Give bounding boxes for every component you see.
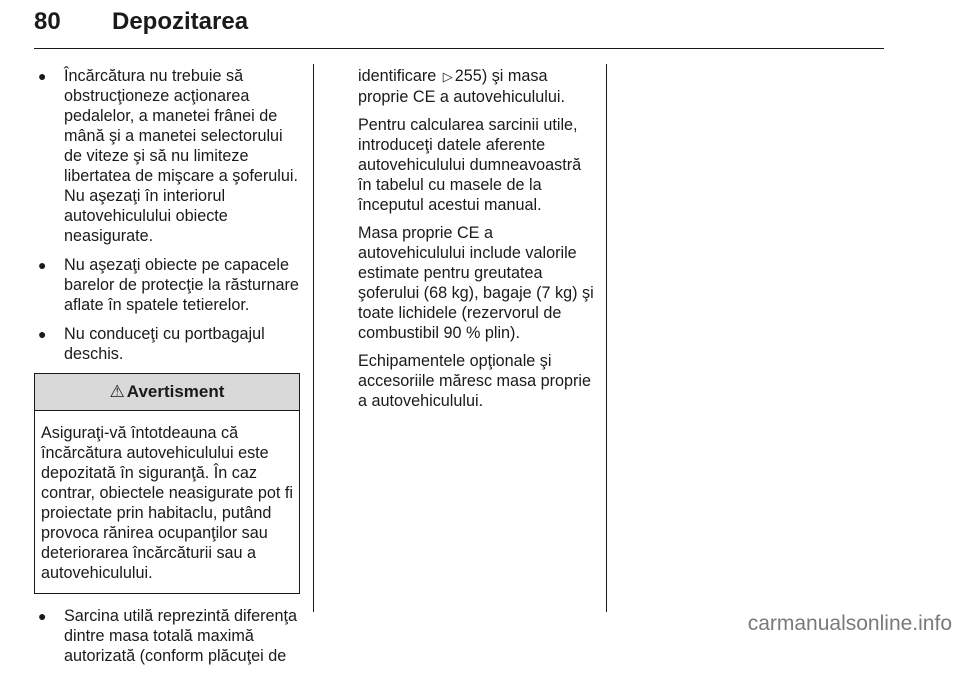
warning-triangle-icon: ⚠ (109, 382, 125, 401)
list-item (34, 66, 302, 246)
bullet-icon: ● (38, 326, 47, 342)
warning-box (34, 373, 300, 594)
paragraph-identification (358, 66, 594, 107)
bullet-icon: ● (38, 257, 47, 273)
paragraph-text: ) şi masa proprie CE a autovehiculului. (358, 67, 565, 106)
paragraph-calculation: Pentru calcularea sarcinii utile, introduceţi datele aferente autovehiculului dumneavoastră în tabelul cu masele de la începutul acestui manual. (358, 116, 582, 214)
bullet-icon: ● (38, 608, 47, 624)
column-divider-right (606, 64, 607, 612)
bullet-icon: ● (38, 68, 47, 84)
paragraph-text: identificare (358, 67, 437, 85)
page-number: 80 (34, 8, 61, 35)
paragraph-ce-mass: Masa proprie CE a autovehiculului include valorile estimate pentru greutatea şoferului (68 kg), bagaje (7 kg) şi toate lichidele (rezervorul de combustibil 90 % plin). (358, 224, 594, 342)
column-divider-left (313, 64, 314, 612)
list-item-text: Încărcătura nu trebuie să obstrucţioneze acţionarea pedalelor, a manetei frânei de mână şi a manetei selectorului de viteze şi să nu limiteze libertatea de mişcare a şoferului. Nu aşezaţi în interiorul autovehiculului obiecte neasigurate. (64, 67, 298, 245)
bullet-list-bottom (34, 606, 302, 666)
middle-column (358, 66, 594, 419)
list-item (34, 324, 302, 364)
list-item (34, 606, 302, 666)
list-item (34, 255, 302, 315)
bullet-list-top (34, 66, 302, 364)
list-item-text: Nu aşezaţi obiecte pe capacele barelor de protecţie la răsturnare aflate în spatele tetierelor. (64, 256, 299, 314)
list-item-text: Nu conduceţi cu portbagajul deschis. (64, 325, 265, 363)
warning-body: Asiguraţi-vă întotdeauna că încărcătura autovehiculului este depozitată în siguranţă. În caz contrar, obiectele neasigurate pot fi proiectate prin habitaclu, putând provoca rănirea ocupanţilor sau deteriorarea încărcăturii sau a autovehiculului. (41, 424, 293, 582)
left-column (34, 66, 302, 675)
paragraph-optional-equipment: Echipamentele opţionale şi accesoriile măresc masa proprie a autovehiculului. (358, 352, 592, 410)
watermark: carmanualsonline.info (747, 612, 952, 635)
warning-header (35, 374, 299, 411)
page-reference-link[interactable]: 255 (454, 67, 482, 85)
header-rule (34, 48, 884, 49)
page-reference-arrow-icon[interactable]: ▷ (442, 69, 453, 84)
warning-title: Avertisment (126, 382, 225, 401)
page-title: Depozitarea (112, 8, 249, 35)
list-item-text: Sarcina utilă reprezintă diferenţa dintre masa totală maximă autorizată (conform plăcuţei de (64, 607, 298, 665)
